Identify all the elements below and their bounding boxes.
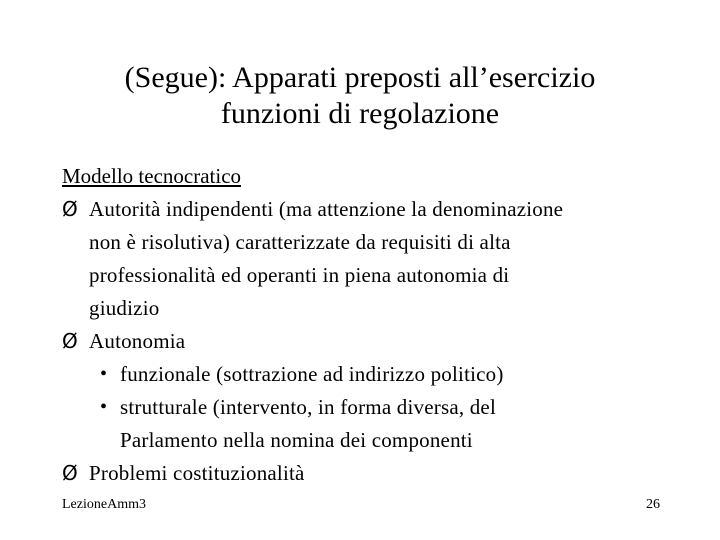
arrow-bullet-icon: Ø	[62, 329, 78, 353]
sub-bullet-line: Parlamento nella nomina dei componenti	[120, 428, 473, 452]
sub-bullet-strutturale	[62, 391, 682, 457]
bullet-item-problemi	[62, 457, 682, 490]
sub-bullet-line: funzionale (sottrazione ad indirizzo politico)	[120, 362, 504, 386]
slide-title-line-2: funzioni di regolazione	[220, 97, 500, 130]
slide-body	[62, 160, 682, 490]
sub-bullet-line: strutturale (intervento, in forma diversa, del	[120, 395, 496, 419]
bullet-line: non è risolutiva) caratterizzate da requisiti di alta	[89, 230, 511, 254]
page-number: 26	[646, 497, 660, 512]
bullet-line: Problemi costituzionalità	[89, 461, 305, 485]
bullet-line: giudizio	[89, 296, 160, 320]
bullet-item-autorita	[62, 193, 682, 325]
section-heading: Modello tecnocratico	[62, 164, 242, 188]
slide-title-line-1: (Segue): Apparati preposti all’esercizio	[124, 61, 596, 94]
bullet-line: Autonomia	[89, 329, 186, 353]
arrow-bullet-icon: Ø	[62, 197, 78, 221]
slide-title	[40, 60, 680, 132]
dot-bullet-icon: •	[100, 396, 108, 418]
footer-lesson-label: LezioneAmm3	[62, 497, 146, 512]
dot-bullet-icon: •	[100, 363, 108, 385]
arrow-bullet-icon: Ø	[62, 461, 78, 485]
bullet-line: Autorità indipendenti (ma attenzione la denominazione	[89, 197, 564, 221]
bullet-item-autonomia	[62, 325, 682, 358]
bullet-line: professionalità ed operanti in piena autonomia di	[89, 263, 510, 287]
sub-bullet-funzionale	[62, 358, 682, 391]
